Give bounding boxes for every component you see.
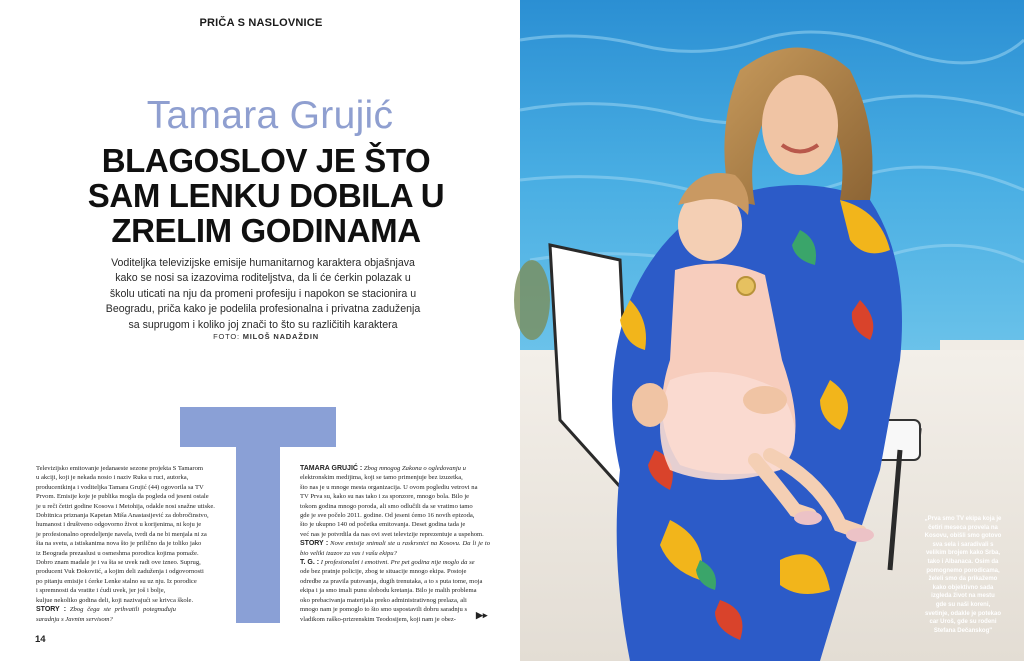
body-line: I profesionalni i emotivni. Pre pet godina nije moglo da se [320,559,475,567]
caption-line: četiri meseca provela na [928,524,998,531]
mother-hand [743,386,787,414]
body-line: je profesionalno opredeljenje navela, tvrdi da ne bi menjala ni za [36,530,207,538]
page-number: 14 [35,634,46,645]
body-line: i spremnosti da vratite i ćudi uvek, jer još i bolje, [36,587,166,595]
body-line: kuljue nekoliko godina deli, koji nazivajući se krivca škole. [36,596,194,604]
lead-line: kako se nosi sa izazovima roditeljstva, da li će ćerkin polazak u [115,272,411,285]
story-label: STORY : [300,540,329,548]
plant [514,260,550,340]
body-line: što je ukupno 140 od početka emitovanja. Deset godina tada je [300,521,466,529]
speaker-label: TAMARA GRUJIĆ : [300,465,363,472]
body-line: je u reči četiri godine Kosova i Metohija, odakle nosi snažne utiske. [36,502,215,510]
body-line: tokom godina mnogo poroda, ali smo odlučili da se vratimo tamo [300,502,473,510]
lead-line: Beogradu, priča kako je podelila profesionalna i privatna zaduženja [105,303,421,316]
body-line: ekipa i ja smo imali punu slobodu kretanja. Bilo je malih problema [300,587,477,595]
body-line: iz Beograda prezaslusi u osmeshma porodica kojima pomaže. [36,549,199,557]
headline-line: ZRELIM GODINAMA [111,212,421,249]
headline-line: BLAGOSLOV JE ŠTO [101,142,431,179]
lead-line: sa suprugom i koliko joj znači to što su različitih karaktera [128,318,398,331]
lead-line: Voditeljka televizijske emisije humanitarnog karaktera objašnjava [111,257,415,269]
photo-caption [910,515,1016,635]
photo-credit-prefix: FOTO: [213,332,240,341]
body-line: šta na svetu, a istiskanima nova što je prilično da je toliko jako [36,540,202,548]
section-label: PRIČA S NASLOVNICE [199,17,323,29]
mother-hand [632,383,668,427]
body-line: odredbe za pravila putovanja, dugih trenutaka, a to s puta tome, moja [300,577,483,585]
body-line: Prvom. Emisije koje je publika mogla da pogleda od jeseni ostale [36,493,209,501]
caption-line: gde su naši koreni, [935,601,991,608]
child-shoe [846,528,874,542]
body-line: već nas je potvrdila da nas ovi svet televizije reprezentuje a uspehom. [300,530,484,538]
body-line: humanost i društveno odgovorno život u korijenima, ni koju je [36,521,202,529]
body-line: po pitanju emisije i ćerke Lenke stalno su uz nju. Iz porodice [36,577,197,585]
story-question-text: Nove emisije snimali ste u raskrsnici na Kosovu. Da li je to bio veliki izazov za vas i vašu ekipu? [300,540,491,557]
caption-line: kako objektivno sada [932,584,994,591]
caption-line: sva sela i saradivali s [932,541,994,548]
dropcap-bar [180,407,336,447]
mother-face [762,75,838,175]
story-question [300,539,490,558]
caption-line: velikim brojem kako Srba, [925,550,1001,557]
dropcap-stem [236,447,280,623]
lead-line: školu uticati na nju da promeni profesiju i napokon se stacionira u [109,287,417,300]
caption-line: želeli smo da prikažemo [928,576,998,583]
body-line: što nas je u mnoge mesta organizacija. U ovom poglediu vetrovi na [300,483,478,491]
body-line: Dobro znam madale je i va šta se uvek radi ove izneo. Suprug, [36,559,201,567]
body-line: u akciji, koji je nekada nosio i naziv Ruka u ruci, autorka, [36,474,189,482]
name-title: Tamara Grujić [146,94,394,137]
caption-line: tako i Albanaca. Osim da [927,558,999,565]
caption-line: car Uroš, gde su rođeni [929,619,997,626]
caption-line: svetinje, odakle je potekao [924,610,1002,617]
story-question [36,605,176,624]
story-label: STORY : [36,606,67,614]
child-shoe [794,511,822,525]
body-line: gde je sve počelo 2011. godine. Od jeseni ćemo 16 novih epizoda, [300,512,475,520]
continue-arrow-icon: ▶▸ [476,610,488,620]
answer-first-line [300,464,490,473]
body-line: elektronskim medijima, koji se tamo primenjuje bez izuzetka, [300,474,463,482]
answer-first-line [300,558,490,567]
caption-line: „Prva smo TV ekipa koja je [924,516,1002,522]
caption-line: Kosovu, obišli smo gotovo [924,533,1002,540]
right-page-photo [520,0,1024,661]
headline-line: SAM LENKU DOBILA U [87,177,445,214]
body-line: Dobitnica priznanja Kapetan Miša Anastasijević za dobročinstvo, [36,512,209,520]
caption-line: pomognemo porodicama, [926,567,1000,574]
body-line: TV Prva su, kako su nas tako i za sponzore, mnogo bola. Bilo je [300,493,470,501]
caption-line: Stefana Dečanskog" [933,627,993,634]
photo-credit [196,332,336,341]
caption-line: izgleda život na mestu [931,593,995,600]
body-line: producentkinja i voditeljka Tamara Grujić (44) ogovorila sa TV [36,483,204,491]
lead-paragraph [100,256,426,333]
body-line: producent Vuk Đokoviić, a kojim deli zaduženja i odgovornosti [36,568,204,576]
body-line: Zbog mnogog Zakona o ogledovanju u [363,465,466,472]
child-brooch [737,277,755,295]
body-column-right [300,464,490,624]
story-question-text: Zbog čega ste prihvatili potegnuđuju saradnju s Javnim servisom? [36,606,176,623]
body-line: oko prebacivanja materijala preko administrativnog prelaza, ali [300,596,467,604]
headline [52,143,480,248]
body-line: ode bez pratnje policije, zbog te situacije mnogo ekipa. Postoje [300,568,467,576]
photo-credit-name: MILOŠ NADAŽDIN [242,332,319,341]
speaker-label: T. G. : [300,559,320,567]
body-line: mnogo nam je pomoglo to što smo uspostavili dobru saradnju s [300,606,468,614]
body-column-left [36,464,215,624]
body-line: Televizijsko emitovanje jedanaeste sezone projekta S Tamarom [36,465,204,472]
body-line: vladikom raško-prizrenskim Teodosijem, koji nam je obez- [300,615,456,623]
